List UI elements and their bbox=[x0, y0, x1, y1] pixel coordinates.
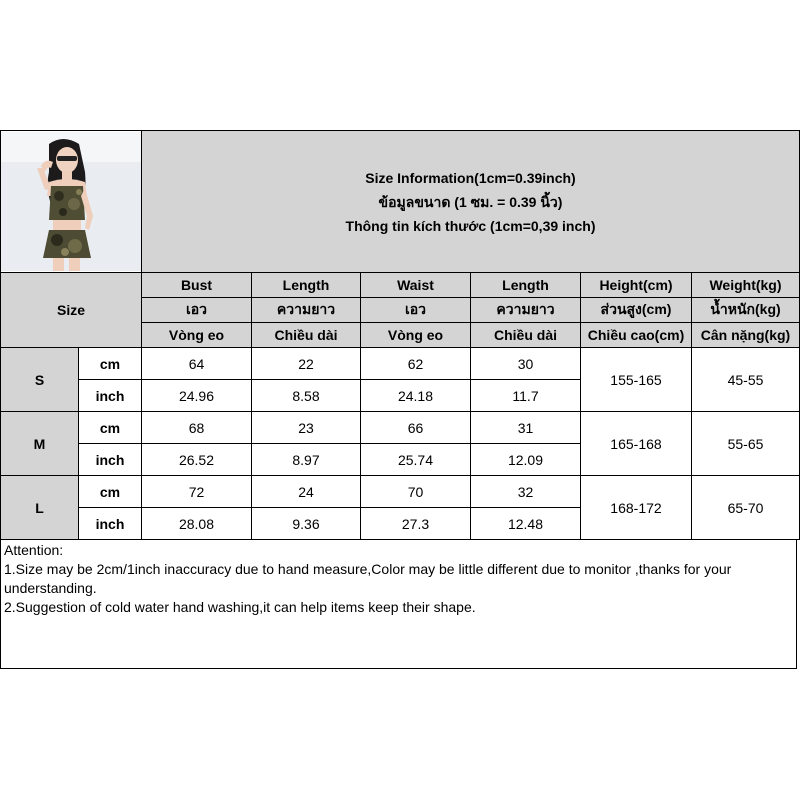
header-weight-en: Weight(kg) bbox=[692, 273, 800, 298]
header-height-vi: Chiều cao(cm) bbox=[581, 323, 692, 348]
size-label: L bbox=[1, 476, 79, 540]
unit-inch-label: inch bbox=[79, 380, 142, 412]
header-waist-en: Waist bbox=[361, 273, 471, 298]
table-row bbox=[1, 476, 800, 508]
header-bust-en: Bust bbox=[142, 273, 252, 298]
unit-cm-label: cm bbox=[79, 412, 142, 444]
size-label: M bbox=[1, 412, 79, 476]
header-height-th: ส่วนสูง(cm) bbox=[581, 298, 692, 323]
length2-cm: 31 bbox=[471, 412, 581, 444]
height-range: 168-172 bbox=[581, 476, 692, 540]
weight-range: 55-65 bbox=[692, 412, 800, 476]
waist-cm: 66 bbox=[361, 412, 471, 444]
waist-cm: 70 bbox=[361, 476, 471, 508]
length2-cm: 30 bbox=[471, 348, 581, 380]
header-height-en: Height(cm) bbox=[581, 273, 692, 298]
header-length-en: Length bbox=[252, 273, 361, 298]
length2-inch: 11.7 bbox=[471, 380, 581, 412]
header-bust-th: เอว bbox=[142, 298, 252, 323]
bust-cm: 68 bbox=[142, 412, 252, 444]
header-weight-vi: Cân nặng(kg) bbox=[692, 323, 800, 348]
model-in-camo-set-image bbox=[1, 132, 141, 271]
bust-inch: 24.96 bbox=[142, 380, 252, 412]
header-bust-vi: Vòng eo bbox=[142, 323, 252, 348]
title-thai: ข้อมูลขนาด (1 ซม. = 0.39 นิ้ว) bbox=[378, 193, 563, 210]
size-label: S bbox=[1, 348, 79, 412]
length-cm: 22 bbox=[252, 348, 361, 380]
header-length2-en: Length bbox=[471, 273, 581, 298]
length-inch: 8.58 bbox=[252, 380, 361, 412]
waist-inch: 24.18 bbox=[361, 380, 471, 412]
weight-range: 65-70 bbox=[692, 476, 800, 540]
header-length-vi: Chiều dài bbox=[252, 323, 361, 348]
length-cm: 23 bbox=[252, 412, 361, 444]
header-waist-th: เอว bbox=[361, 298, 471, 323]
header-length-th: ความยาว bbox=[252, 298, 361, 323]
table-row bbox=[1, 412, 800, 444]
waist-inch: 25.74 bbox=[361, 444, 471, 476]
length2-cm: 32 bbox=[471, 476, 581, 508]
product-photo bbox=[1, 132, 141, 271]
header-waist-vi: Vòng eo bbox=[361, 323, 471, 348]
unit-cm-label: cm bbox=[79, 348, 142, 380]
header-weight-th: น้ำหนัก(kg) bbox=[692, 298, 800, 323]
size-information-title bbox=[142, 131, 800, 273]
height-range: 165-168 bbox=[581, 412, 692, 476]
waist-inch: 27.3 bbox=[361, 508, 471, 540]
table-row bbox=[1, 348, 800, 380]
attention-notes bbox=[0, 540, 797, 669]
length2-inch: 12.09 bbox=[471, 444, 581, 476]
header-length2-th: ความยาว bbox=[471, 298, 581, 323]
attention-note-1: 1.Size may be 2cm/1inch inaccuracy due to hand measure,Color may be little different due to monitor ,thanks for your understanding. bbox=[4, 561, 732, 596]
length-inch: 8.97 bbox=[252, 444, 361, 476]
length-cm: 24 bbox=[252, 476, 361, 508]
bust-inch: 26.52 bbox=[142, 444, 252, 476]
unit-cm-label: cm bbox=[79, 476, 142, 508]
attention-note-2: 2.Suggestion of cold water hand washing,it can help items keep their shape. bbox=[4, 599, 476, 615]
product-photo-cell bbox=[1, 131, 142, 273]
bust-cm: 72 bbox=[142, 476, 252, 508]
waist-cm: 62 bbox=[361, 348, 471, 380]
length2-inch: 12.48 bbox=[471, 508, 581, 540]
bust-inch: 28.08 bbox=[142, 508, 252, 540]
height-range: 155-165 bbox=[581, 348, 692, 412]
title-vietnamese: Thông tin kích thước (1cm=0,39 inch) bbox=[345, 217, 596, 234]
size-table bbox=[0, 130, 800, 540]
attention-heading: Attention: bbox=[4, 542, 64, 558]
size-column-header: Size bbox=[1, 273, 142, 348]
title-english: Size Information(1cm=0.39inch) bbox=[365, 169, 576, 186]
unit-inch-label: inch bbox=[79, 444, 142, 476]
length-inch: 9.36 bbox=[252, 508, 361, 540]
bust-cm: 64 bbox=[142, 348, 252, 380]
unit-inch-label: inch bbox=[79, 508, 142, 540]
header-length2-vi: Chiều dài bbox=[471, 323, 581, 348]
size-chart bbox=[0, 130, 800, 670]
weight-range: 45-55 bbox=[692, 348, 800, 412]
